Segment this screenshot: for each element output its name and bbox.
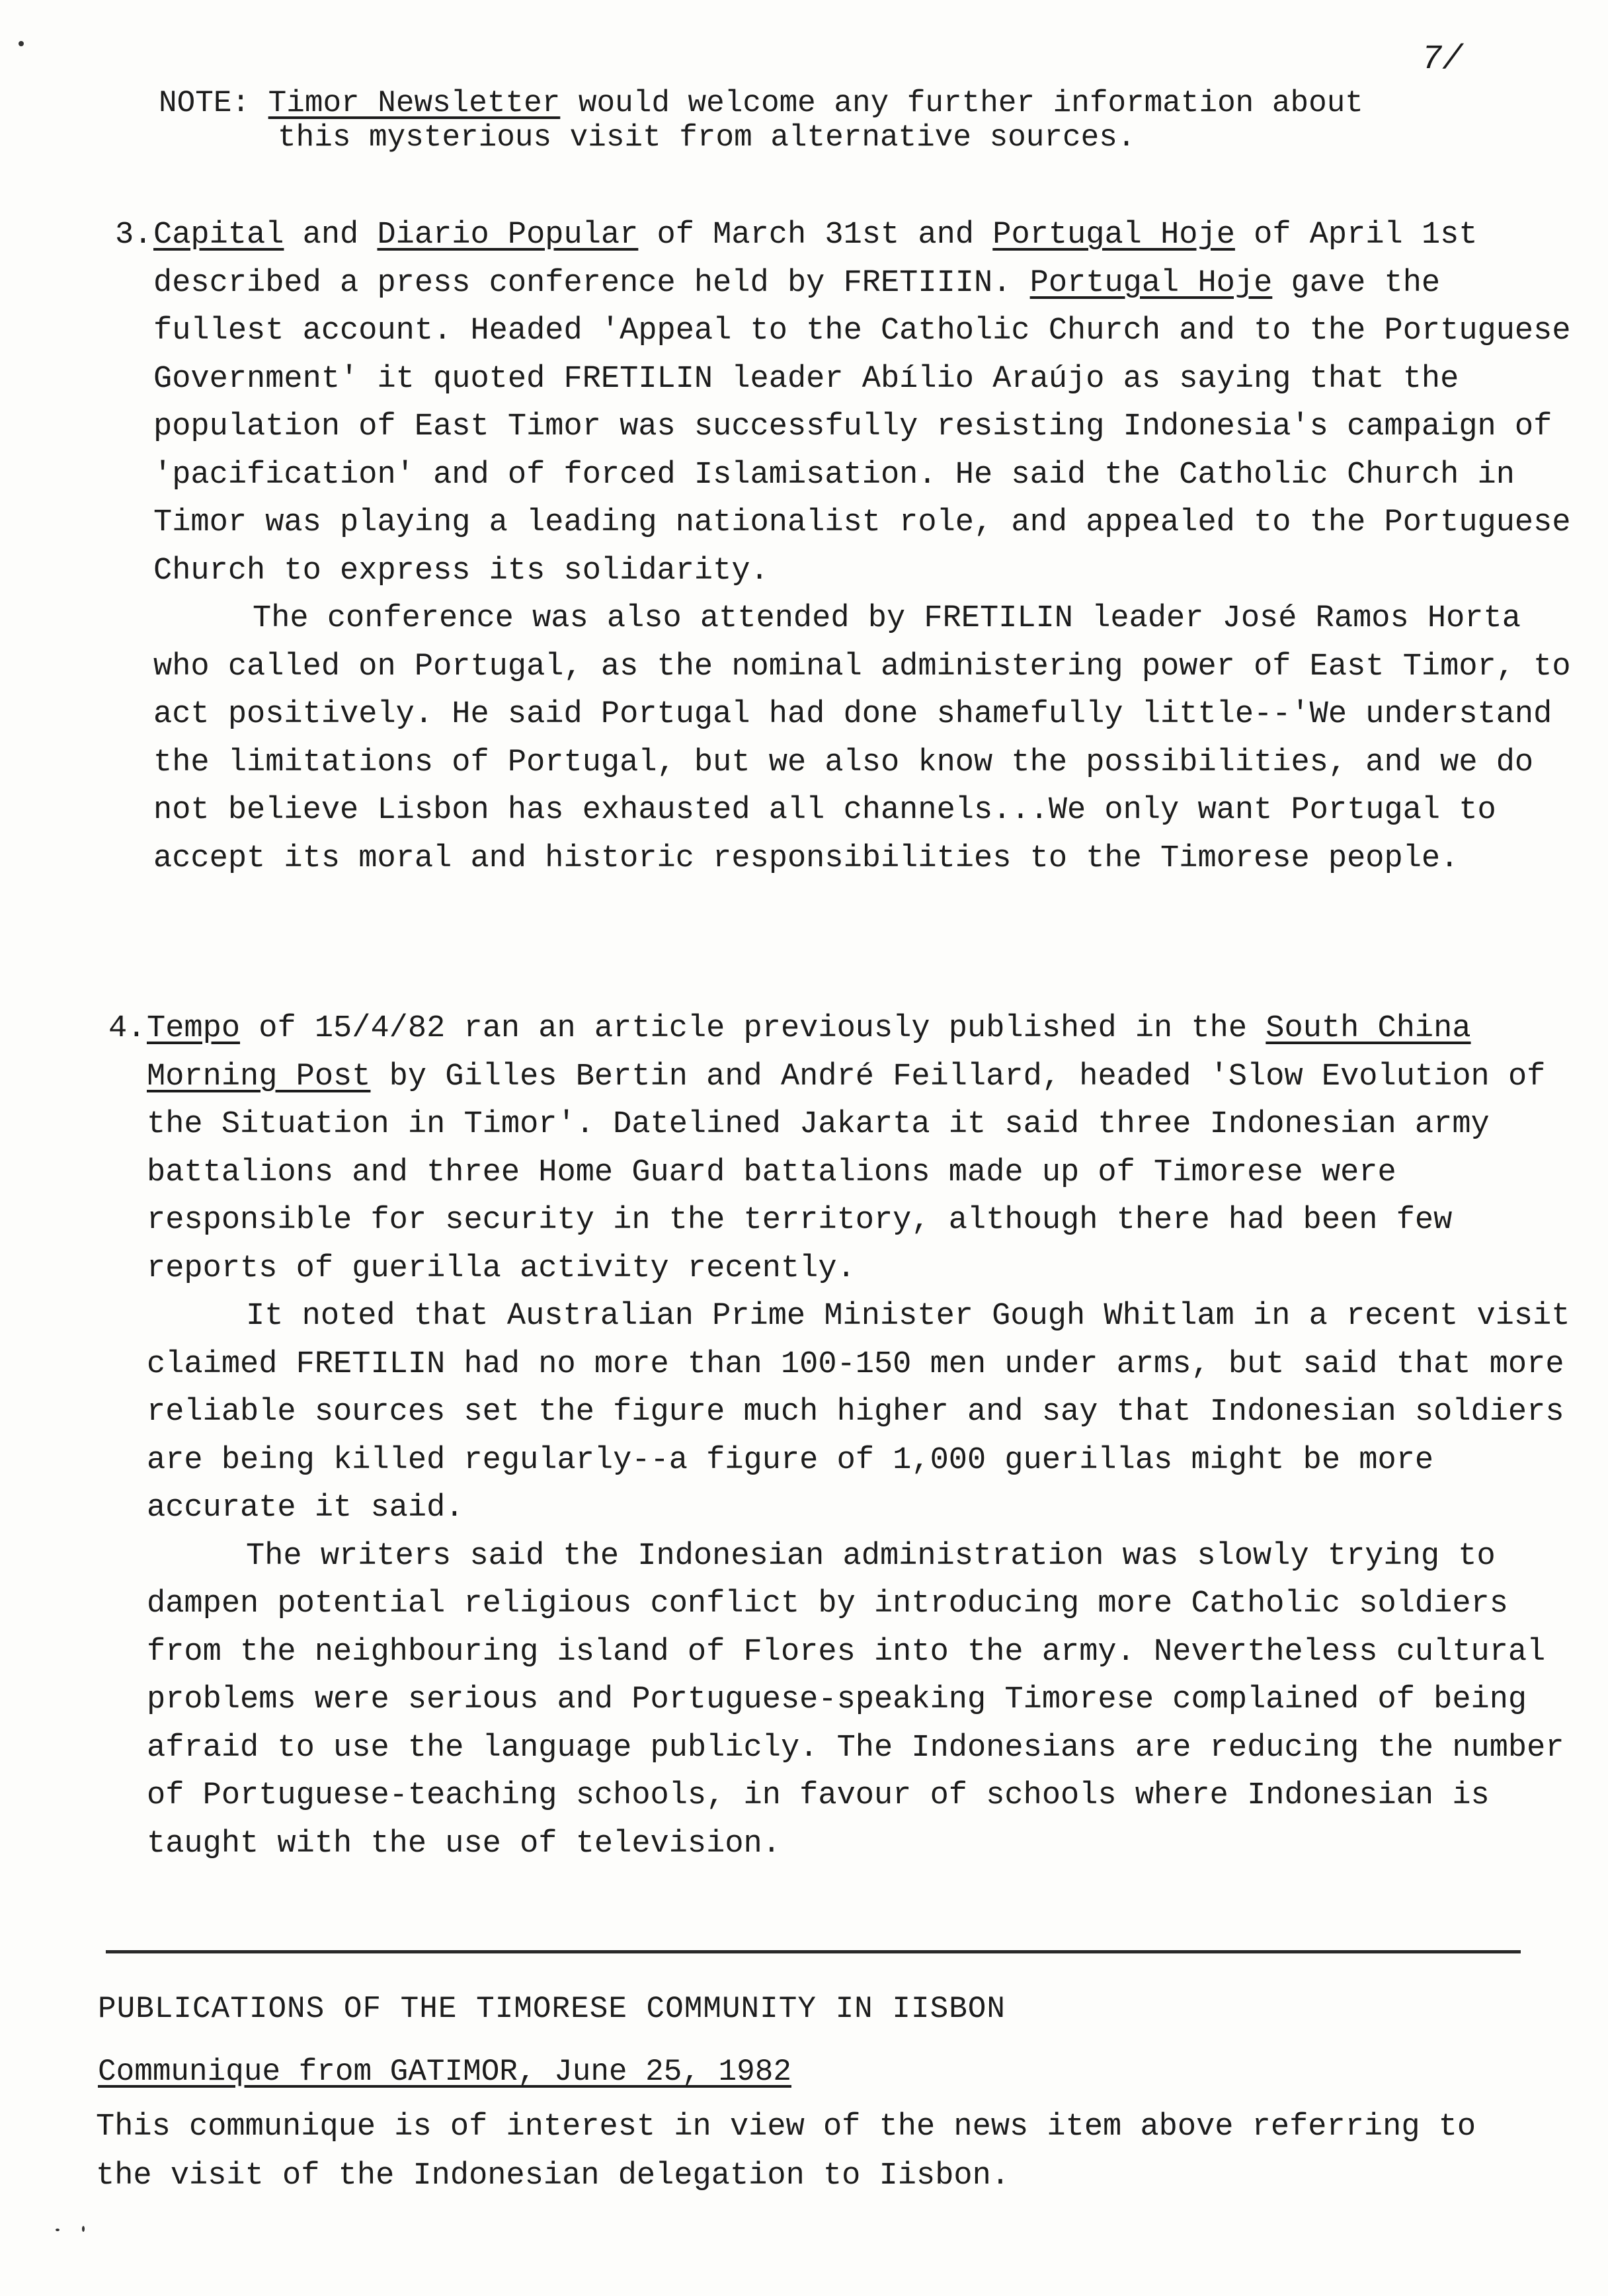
- note-publication: Timor Newsletter: [268, 86, 561, 120]
- publications-body: This communique is of interest in view of the news item above referring to the visit of the Indonesian delegation to Iisbon.: [96, 2110, 1476, 2194]
- publication-title: South China Morning Post: [147, 1011, 1471, 1094]
- item-4-paragraph-3: The writers said the Indonesian administration was slowly trying to dampen potential religious conflict by introducing more Catholic soldiers from the neighbouring island of Flores into the army. Nevertheless cultural problems were serious and Portuguese-speaking Timorese complained of being afraid to use the language publicly. The Indonesians are reducing the number of Portuguese-teaching schools, in favour of schools where Indonesian is taught with the use of television.: [147, 1538, 1564, 1862]
- publication-title: Tempo: [147, 1011, 241, 1046]
- paragraph-text: by Gilles Bertin and André Feillard, headed 'Slow Evolution of the Situation in Timor'. Datelined Jakarta it said three Indonesian army battalions and three Home Guard battalions made up of Timorese were responsible for security in the territory, although there had been few reports of guerilla activity recently.: [147, 1059, 1546, 1286]
- news-item-4: [108, 1005, 1575, 1868]
- item-3-paragraph-2: The conference was also attended by FRETILIN leader José Ramos Horta who called on Portugal, as the nominal administering power of East Timor, to act positively. He said Portugal had done shamefully little--'We understand the limitations of Portugal, but we also know the possibilities, and we do not believe Lisbon has exhausted all channels...We only want Portugal to accept its moral and historic responsibilities to the Timorese people.: [153, 601, 1571, 876]
- news-item-3: [115, 212, 1582, 883]
- scan-speck: [82, 2226, 85, 2232]
- item-4-paragraph-1: [147, 1005, 1575, 1293]
- section-divider: [106, 1950, 1521, 1953]
- publication-title: Portugal Hoje: [992, 218, 1235, 253]
- publications-heading: PUBLICATIONS OF THE TIMORESE COMMUNITY IN IISBON: [98, 1992, 1006, 2026]
- paragraph-text: of 15/4/82 ran an article previously published in the: [240, 1011, 1266, 1046]
- publication-title: Capital: [153, 218, 284, 253]
- publication-title: Diario Popular: [377, 218, 639, 253]
- scan-speck: [19, 41, 24, 46]
- publications-subheading: Communique from GATIMOR, June 25, 1982: [98, 2055, 791, 2089]
- page-number: 7/: [1422, 40, 1463, 79]
- publication-title: Portugal Hoje: [1029, 265, 1273, 301]
- paragraph-text: and: [284, 218, 378, 253]
- item-number: 4.: [108, 1011, 146, 1046]
- item-3-paragraph-1: [153, 212, 1582, 595]
- paragraph-text: gave the fullest account. Headed 'Appeal to the Catholic Church and to the Portuguese Government' it quoted FRETILIN leader Abílio Araújo as saying that the population of East Timor was successfully resisting Indonesia's campaign of 'pacification' and of forced Islamisation. He said the Catholic Church in Timor was playing a leading nationalist role, and appealed to the Portuguese Church to express its solidarity.: [153, 265, 1571, 589]
- note-text-1: would welcome any further information about: [560, 86, 1363, 120]
- paragraph-text: of April 1st described a press conference held by FRETIIIN.: [153, 218, 1478, 301]
- paragraph-text: of March 31st and: [638, 218, 993, 253]
- item-number: 3.: [115, 218, 153, 253]
- scan-speck: [56, 2229, 60, 2231]
- note-label: NOTE:: [159, 86, 251, 120]
- note-text-2: this mysterious visit from alternative sources.: [278, 120, 1136, 155]
- editor-note: [159, 86, 1494, 155]
- item-4-paragraph-2: It noted that Australian Prime Minister Gough Whitlam in a recent visit claimed FRETILIN had no more than 100-150 men under arms, but said that more reliable sources set the figure much higher and say that Indonesian soldiers are being killed regularly--a figure of 1,000 guerillas might be more accurate it said.: [147, 1299, 1570, 1526]
